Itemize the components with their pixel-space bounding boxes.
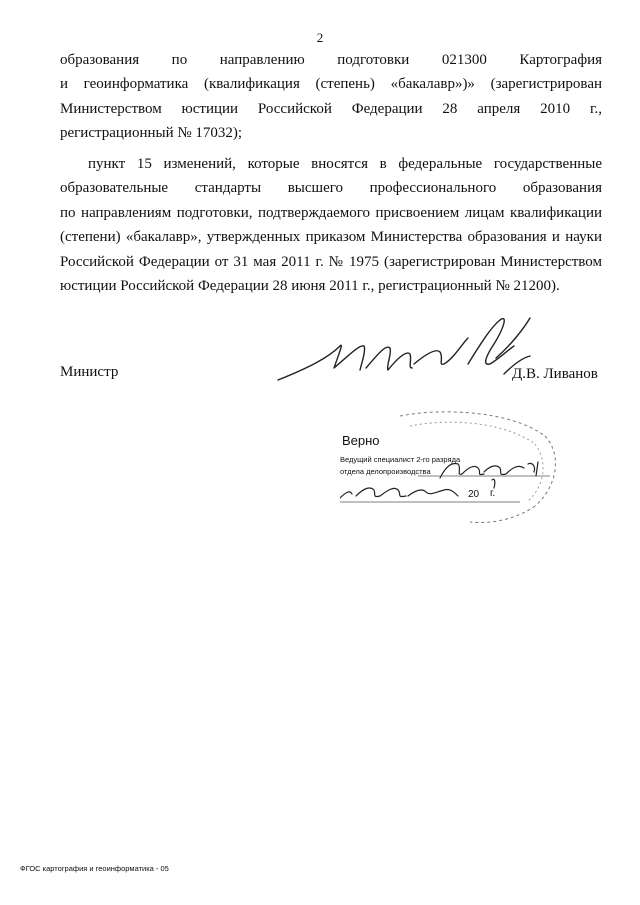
footer-note: ФГОС картография и геоинформатика - 05 [20, 864, 169, 873]
paragraph-1 [60, 48, 602, 146]
certification-year-prefix: 20 [468, 489, 480, 500]
paragraph-line: (степени) «бакалавр», утвержденных приказом Министерства образования и науки [60, 229, 602, 246]
paragraph-line: пункт 15 изменений, которые вносятся в федеральные государственные [88, 156, 602, 172]
paragraph-line: образовательные стандарты высшего профессионального образования [60, 180, 602, 197]
paragraph-line: по направлениям подготовки, подтверждаемого присвоением лицам квалификации [60, 204, 602, 221]
paragraph-line: юстиции Российской Федерации 28 июня 2011 г., регистрационный № 21200). [60, 277, 560, 294]
minister-signature [268, 298, 558, 398]
certification-department: отдела делопроизводства [340, 467, 431, 476]
round-stamp-icon [340, 406, 570, 526]
paragraph-line: образования по направлению подготовки 021300 Картография [60, 52, 602, 68]
paragraph-line: Российской Федерации от 31 мая 2011 г. № 1975 (зарегистрирован Министерством [60, 253, 602, 270]
page-number: 2 [316, 30, 324, 45]
paragraph-line: регистрационный № 17032); [60, 125, 243, 142]
minister-title: Министр [60, 364, 119, 380]
certification-stamp [340, 406, 570, 526]
paragraph-line: Министерством юстиции Российской Федерации 28 апреля 2010 г., [60, 100, 602, 117]
certification-position: Ведущий специалист 2-го разряда [340, 455, 461, 464]
paragraph-line: и геоинформатика (квалификация (степень) «бакалавр»)» (зарегистрирован [60, 76, 602, 93]
paragraph-2 [60, 152, 602, 298]
certification-verno: Верно [342, 433, 380, 448]
certification-year-suffix: г. [490, 488, 496, 499]
minister-name: Д.В. Ливанов [512, 366, 598, 382]
